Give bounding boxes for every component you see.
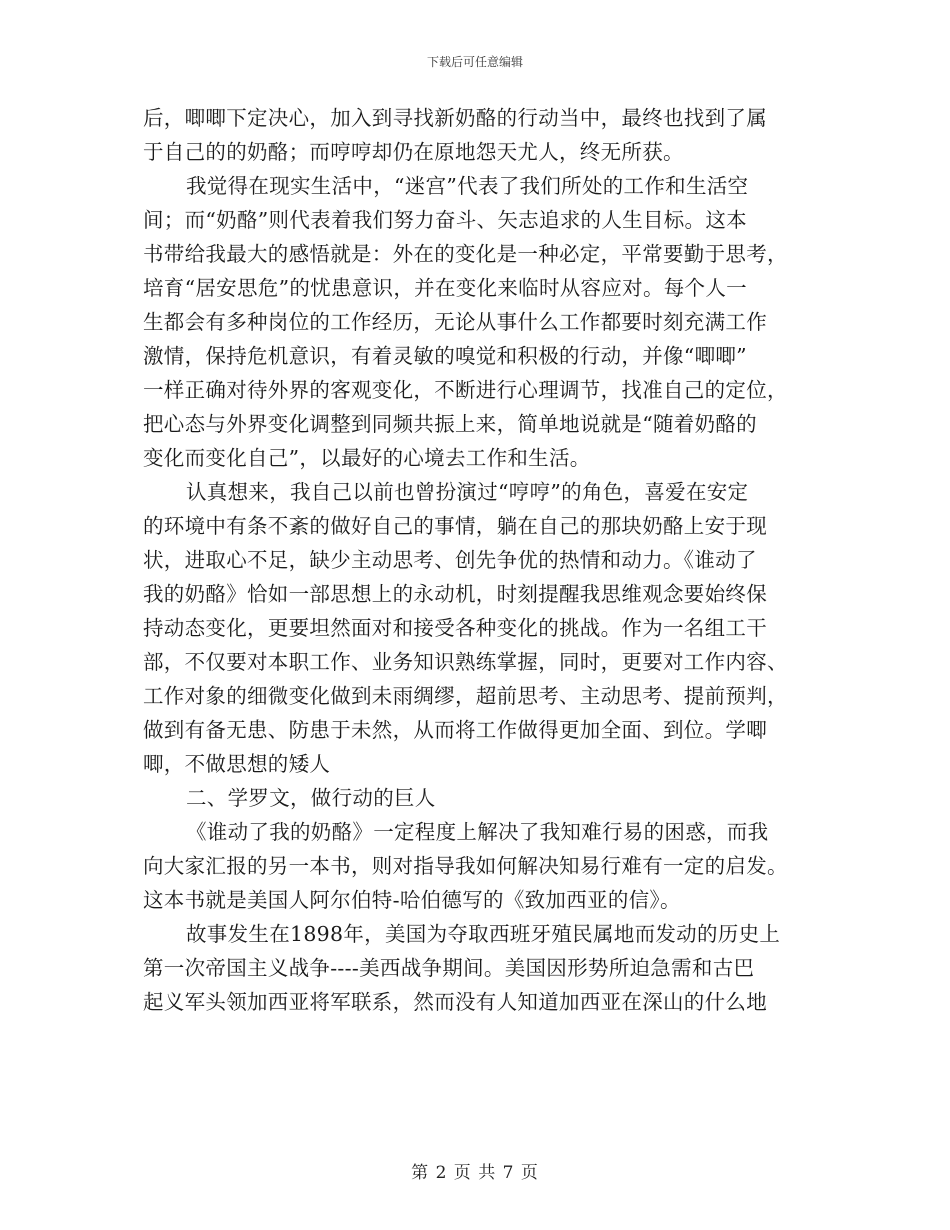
page-header-note: 下载后可任意编辑 (426, 55, 523, 69)
document-body (143, 101, 808, 1019)
text-line: 生都会有多种岗位的工作经历，无论从事什么工作都要时刻充满工作 (143, 310, 767, 334)
text-line: 工作对象的细微变化做到未雨绸缪，超前思考、主动思考、提前预判， (143, 684, 788, 708)
text-line: 培育“居安思危”的忧患意识，并在变化来临时从容应对。每个人一 (143, 276, 747, 300)
page-number-footer: 第 2 页 共 7 页 (411, 1163, 539, 1183)
text-line: 第一次帝国主义战争----美西战争期间。美国因形势所迫急需和古巴 (143, 956, 755, 980)
text-line: 激情，保持危机意识，有着灵敏的嗅觉和积极的行动，并像“唧唧” (143, 344, 747, 368)
text-line: 一样正确对待外界的客观变化，不断进行心理调节，找准自己的定位， (143, 378, 788, 402)
text-line: 唧，不做思想的矮人 (143, 752, 331, 776)
text-line: 我觉得在现实生活中，“迷宫”代表了我们所处的工作和生活空 (186, 174, 749, 198)
text-line: 部，不仅要对本职工作、业务知识熟练掌握，同时，更要对工作内容、 (143, 650, 788, 674)
text-line: 间；而“奶酪”则代表着我们努力奋斗、矢志追求的人生目标。这本 (143, 208, 747, 232)
text-line: 认真想来，我自己以前也曾扮演过“哼哼”的角色，喜爱在安定 (186, 480, 749, 504)
text-line: 把心态与外界变化调整到同频共振上来，简单地说就是“随着奶酪的 (143, 412, 757, 436)
section-heading: 二、学罗文，做行动的巨人 (186, 786, 436, 810)
text-line: 后，唧唧下定决心，加入到寻找新奶酪的行动当中，最终也找到了属 (143, 106, 767, 130)
text-line: 故事发生在1898年，美国为夺取西班牙殖民属地而发动的历史上 (186, 922, 781, 946)
text-line: 做到有备无患、防患于未然，从而将工作做得更加全面、到位。学唧 (143, 718, 767, 742)
text-line: 的环境中有条不紊的做好自己的事情，躺在自己的那块奶酪上安于现 (143, 514, 767, 538)
text-line: 持动态变化，更要坦然面对和接受各种变化的挑战。作为一名组工干 (143, 616, 767, 640)
text-line: 变化而变化自己”，以最好的心境去工作和生活。 (143, 446, 591, 470)
text-line: 书带给我最大的感悟就是：外在的变化是一种必定，平常要勤于思考， (143, 242, 788, 266)
text-line: 这本书就是美国人阿尔伯特-哈伯德写的《致加西亚的信》。 (143, 888, 681, 912)
text-line: 起义军头领加西亚将军联系，然而没有人知道加西亚在深山的什么地 (143, 990, 767, 1014)
text-line: 向大家汇报的另一本书，则对指导我如何解决知易行难有一定的启发。 (143, 854, 788, 878)
text-line: 《谁动了我的奶酪》一定程度上解决了我知难行易的困惑，而我 (186, 820, 769, 844)
text-line: 我的奶酪》恰如一部思想上的永动机，时刻提醒我思维观念要始终保 (143, 582, 767, 606)
text-line: 于自己的的奶酪；而哼哼却仍在原地怨天尤人，终无所获。 (143, 140, 684, 164)
text-line: 状，进取心不足，缺少主动思考、创先争优的热情和动力。《谁动了 (143, 548, 757, 572)
